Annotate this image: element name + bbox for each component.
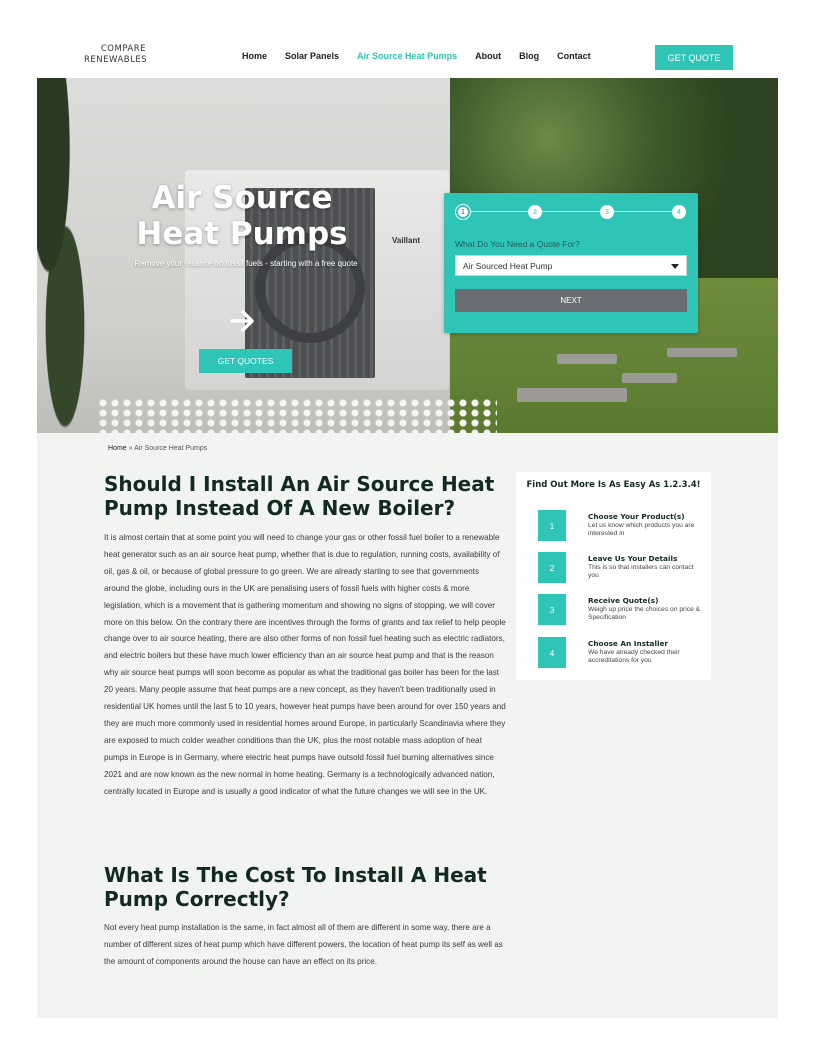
- breadcrumb-separator: »: [128, 445, 133, 452]
- step-number: 3: [538, 594, 566, 625]
- how-it-works-step: [538, 594, 708, 628]
- article-heading-2: What Is The Cost To Install A Heat Pump Correctly?: [104, 863, 487, 911]
- hero-banner: [37, 78, 778, 433]
- how-it-works-card: [516, 472, 711, 680]
- stepping-stone: [667, 348, 737, 357]
- progress-line: [463, 211, 679, 212]
- how-it-works-step: [538, 510, 708, 544]
- nav-solar-panels[interactable]: Solar Panels: [285, 51, 340, 61]
- quote-form: [444, 193, 698, 333]
- quote-product-selected-value: Air Sourced Heat Pump: [463, 260, 553, 271]
- quote-form-progress: [456, 205, 686, 219]
- chevron-down-icon: [671, 264, 679, 269]
- step-description: We have already checked their accreditations for you: [588, 649, 680, 664]
- stepping-stone: [517, 388, 627, 402]
- hero-title: Air Source Heat Pumps: [136, 180, 348, 252]
- logo-line-2: RENEWABLES: [84, 55, 148, 65]
- how-it-works-title: Find Out More Is As Easy As 1.2.3.4!: [526, 480, 701, 490]
- quote-next-button[interactable]: NEXT: [455, 289, 687, 312]
- step-description: Let us know which products you are interested in: [588, 522, 695, 537]
- progress-step-2: 2: [528, 205, 542, 219]
- hero-plant-leaves: [37, 78, 97, 433]
- step-number: 1: [538, 510, 566, 541]
- quote-question-label: What Do You Need a Quote For?: [455, 239, 580, 249]
- get-quote-button[interactable]: GET QUOTE: [655, 45, 733, 70]
- nav-about[interactable]: About: [475, 51, 502, 61]
- step-number: 2: [538, 552, 566, 583]
- heat-pump-brand-label: Vaillant: [392, 236, 421, 245]
- hero-subtitle: Remove your reliance on fossil fuels - starting with a free quote: [134, 259, 358, 268]
- arrow-right-icon: [230, 310, 258, 334]
- progress-step-1: 1: [456, 205, 470, 219]
- how-it-works-step: [538, 637, 708, 671]
- step-title: Receive Quote(s): [588, 596, 659, 605]
- step-title: Choose An Installer: [588, 639, 669, 648]
- stepping-stone: [622, 373, 677, 383]
- nav-home[interactable]: Home: [242, 51, 268, 61]
- quote-product-select[interactable]: [455, 255, 687, 276]
- article-paragraph-2: Not every heat pump installation is the same, in fact almost all of them are different in some way, there are a number of different sizes of heat pump which have different powers, the location of heat pump its self as well as the amount of components around the house can have an effect on its price.: [104, 923, 503, 966]
- progress-step-3: 3: [600, 205, 614, 219]
- site-header: [0, 0, 816, 78]
- how-it-works-step: [538, 552, 708, 586]
- step-description: Weigh up price the choices on price & Specification: [588, 606, 701, 621]
- step-number: 4: [538, 637, 566, 668]
- nav-contact[interactable]: Contact: [557, 51, 591, 61]
- breadcrumb: [108, 445, 207, 452]
- article-paragraph-1: It is almost certain that at some point you will need to change your gas or other fossil fuel boiler to a renewable heat generator such as an air source heat pump, whether that is due to regulation, running costs, availability of oil, gas & oil, or because of global pressure to go green. We are already starting to see that governments around the globe, including ours in the UK are penalising users of fossil fuels with higher costs & more legislation, which is a movement that is gathering momentum and showing no signs of stopping, we will cover more on this below. On the contrary there are incentives through the forms of grants and tax relief to help people change over to air source heating, there are also other forms of non fossil fuel heating such as electric radiators, and electric boilers but these have much lower efficiency than an air source heat pump and that is the reason why air source heat pumps will soon become as popular as what the traditional gas boiler has been for the last 20 years. Many people assume that heat pumps are a new concept, as they haven't been traditionally used in residential UK homes until the last 5 to 10 years, however heat pumps have been around for over 150 years and they are much more commonly used in residential homes around Europe, in particularly Scandinavia where they are exposed to much colder weather conditions than the UK, plus the most notable mass adoption of heat pumps in Europe is in Germany, where electric heat pumps have outsold fossil fuel burning alternatives since 2021 and are now known as the new normal in home heating. Germany is a technologically advanced nation, centrally located in Europe and is usually a good indicator of what the future changes we will see in the UK.: [104, 533, 506, 796]
- main-nav: [242, 51, 609, 61]
- site-logo[interactable]: [84, 44, 154, 65]
- progress-step-4: 4: [672, 205, 686, 219]
- step-title: Choose Your Product(s): [588, 512, 685, 521]
- main-content: [37, 433, 778, 1018]
- article-heading-1: Should I Install An Air Source Heat Pump Instead Of A New Boiler?: [104, 472, 495, 520]
- nav-air-source-heat-pumps[interactable]: Air Source Heat Pumps: [357, 51, 458, 61]
- step-title: Leave Us Your Details: [588, 554, 678, 563]
- breadcrumb-home-link[interactable]: Home: [108, 445, 127, 452]
- nav-blog[interactable]: Blog: [519, 51, 540, 61]
- logo-line-1: COMPARE: [100, 44, 146, 54]
- stepping-stone: [557, 354, 617, 364]
- breadcrumb-current: Air Source Heat Pumps: [134, 445, 208, 452]
- step-description: This is so that installers can contact you: [588, 564, 694, 579]
- hero-get-quotes-button[interactable]: GET QUOTES: [199, 349, 292, 373]
- hero-pebbles: [97, 398, 497, 433]
